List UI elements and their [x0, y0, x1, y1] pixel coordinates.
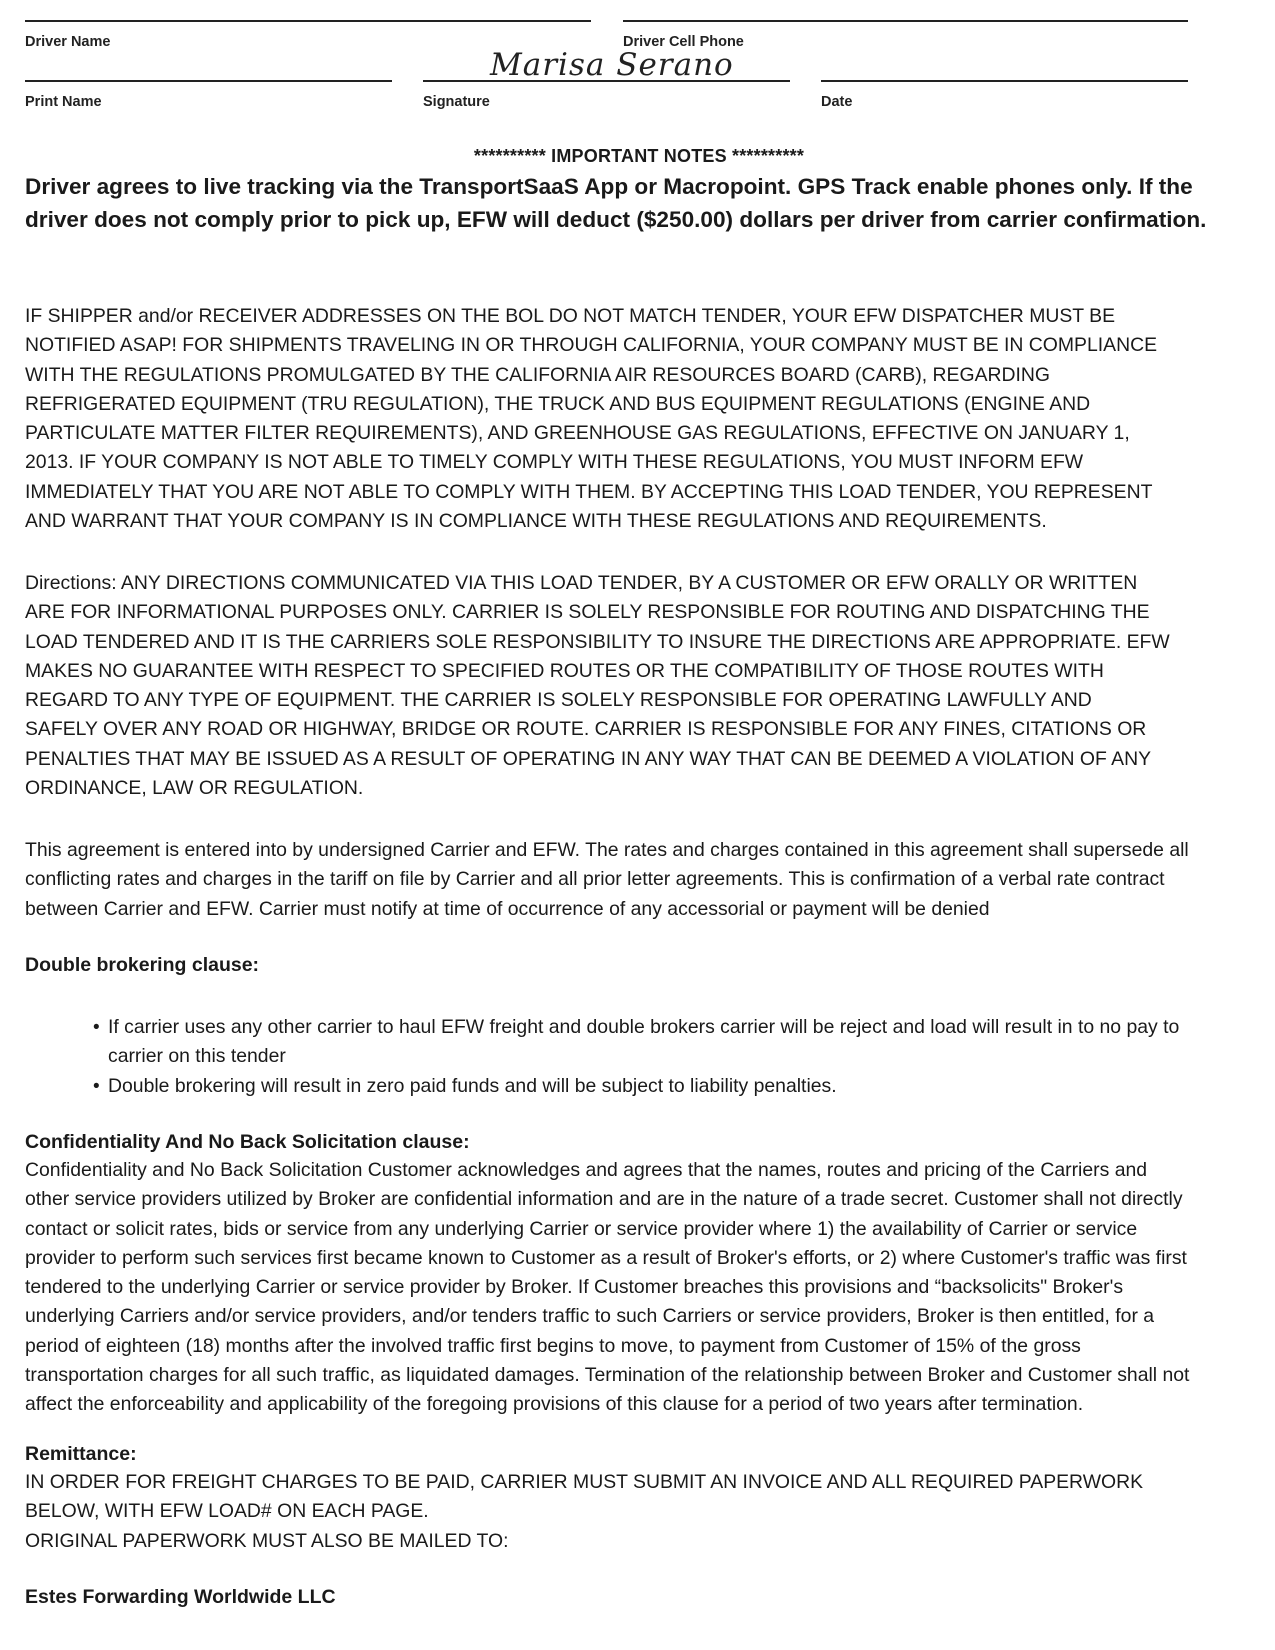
print-name-label: Print Name — [25, 94, 102, 110]
date-line — [821, 80, 1188, 82]
list-item: • If carrier uses any other carrier to haul EFW freight and double brokers carrier will be reject and load will result in to no pay to carrier on this tender — [93, 1013, 1243, 1072]
carb-paragraph: IF SHIPPER and/or RECEIVER ADDRESSES ON THE BOL DO NOT MATCH TENDER, YOUR EFW DISPATCHER MUST BE NOTIFIED ASAP! FOR SHIPMENTS TRAVELING IN OR THROUGH CALIFORNIA, YOUR COMPANY MUST BE IN COMPLIANCE WITH THE REGULATIONS PROMULGATED BY THE CALIFORNIA AIR RESOURCES BOARD (CARB), REGARDING REFRIGERATED EQUIPMENT (TRU REGULATION), THE TRUCK AND BUS EQUIPMENT REGULATIONS (ENGINE AND PARTICULATE MATTER FILTER REQUIREMENTS), AND GREENHOUSE GAS REGULATIONS, EFFECTIVE ON JANUARY 1, 2013. IF YOUR COMPANY IS NOT ABLE TO TIMELY COMPLY WITH THESE REGULATIONS, YOU MUST INFORM EFW IMMEDIATELY THAT YOU ARE NOT ABLE TO COMPLY WITH THEM. BY ACCEPTING THIS LOAD TENDER, YOU REPRESENT AND WARRANT THAT YOUR COMPANY IS IN COMPLIANCE WITH THESE REGULATIONS AND REQUIREMENTS. — [25, 305, 1158, 533]
signature-label: Signature — [423, 94, 490, 110]
driver-cell-phone-label: Driver Cell Phone — [623, 34, 744, 50]
print-name-line — [25, 80, 392, 82]
remittance-paragraph: IN ORDER FOR FREIGHT CHARGES TO BE PAID, CARRIER MUST SUBMIT AN INVOICE AND ALL REQUIRED PAPERWORK BELOW, WITH EFW LOAD# ON EACH PAGE. ORIGINAL PAPERWORK MUST ALSO BE MAILED TO: — [25, 1471, 1144, 1552]
remittance-heading: Remittance: — [25, 1443, 137, 1465]
agreement-paragraph: This agreement is entered into by undersigned Carrier and EFW. The rates and charges contained in this agreement shall supersede all conflicting rates and charges in the tariff on file by Carrier and all prior letter agreements. This is confirmation of a verbal rate contract between Carrier and EFW. Carrier must notify at time of occurrence of any accessorial or payment will be denied — [25, 839, 1189, 920]
confidentiality-heading: Confidentiality And No Back Solicitation clause: — [25, 1131, 470, 1153]
list-item: • Double brokering will result in zero paid funds and will be subject to liability penalties. — [93, 1072, 1243, 1101]
tracking-notice: Driver agrees to live tracking via the TransportSaaS App or Macropoint. GPS Track enable phones only. If the driver does not comply prior to pick up, EFW will deduct ($250.00) dollars per driver from carrier confirmation. — [25, 174, 1207, 232]
double-brokering-heading: Double brokering clause: — [25, 954, 260, 976]
directions-paragraph: Directions: ANY DIRECTIONS COMMUNICATED VIA THIS LOAD TENDER, BY A CUSTOMER OR EFW ORALLY OR WRITTEN ARE FOR INFORMATIONAL PURPOSES ONLY. CARRIER IS SOLELY RESPONSIBLE FOR ROUTING AND DISPATCHING THE LOAD TENDERED AND IT IS THE CARRIERS SOLE RESPONSIBILITY TO INSURE THE DIRECTIONS ARE APPROPRIATE. EFW MAKES NO GUARANTEE WITH RESPECT TO SPECIFIED ROUTES OR THE COMPATIBILITY OF THOSE ROUTES WITH REGARD TO ANY TYPE OF EQUIPMENT. THE CARRIER IS SOLELY RESPONSIBLE FOR OPERATING LAWFULLY AND SAFELY OVER ANY ROAD OR HIGHWAY, BRIDGE OR ROUTE. CARRIER IS RESPONSIBLE FOR ANY FINES, CITATIONS OR PENALTIES THAT MAY BE ISSUED AS A RESULT OF OPERATING IN ANY WAY THAT CAN BE DEEMED A VIOLATION OF ANY ORDINANCE, LAW OR REGULATION. — [25, 572, 1170, 800]
driver-cell-phone-line — [623, 20, 1188, 22]
double-brokering-list — [93, 1013, 1243, 1101]
date-label: Date — [821, 94, 853, 110]
important-notes-heading: ********** IMPORTANT NOTES ********** — [473, 146, 805, 166]
confidentiality-paragraph: Confidentiality and No Back Solicitation Customer acknowledges and agrees that the names, routes and pricing of the Carriers and other service providers utilized by Broker are confidential information and are in the nature of a trade secret. Customer shall not directly contact or solicit rates, bids or service from any underlying Carrier or service provider where 1) the availability of Carrier or service provider to perform such services first became known to Customer as a result of Broker's efforts, or 2) where Customer's traffic was first tendered to the underlying Carrier or service provider by Broker. If Customer breaches this provisions and “backsolicits" Broker's underlying Carriers and/or service providers, and/or tenders traffic to such Carriers or service providers, Broker is then entitled, for a period of eighteen (18) months after the involved traffic first begins to move, to payment from Customer of 15% of the gross transportation charges for all such traffic, as liquidated damages. Termination of the relationship between Broker and Customer shall not affect the enforceability and applicability of the foregoing provisions of this clause for a period of two years after termination. — [25, 1159, 1190, 1416]
driver-name-label: Driver Name — [25, 34, 111, 50]
signature-value: Marisa Serano — [490, 47, 734, 83]
signature-line — [423, 80, 790, 82]
company-name: Estes Forwarding Worldwide LLC — [25, 1586, 336, 1608]
driver-name-line — [25, 20, 591, 22]
